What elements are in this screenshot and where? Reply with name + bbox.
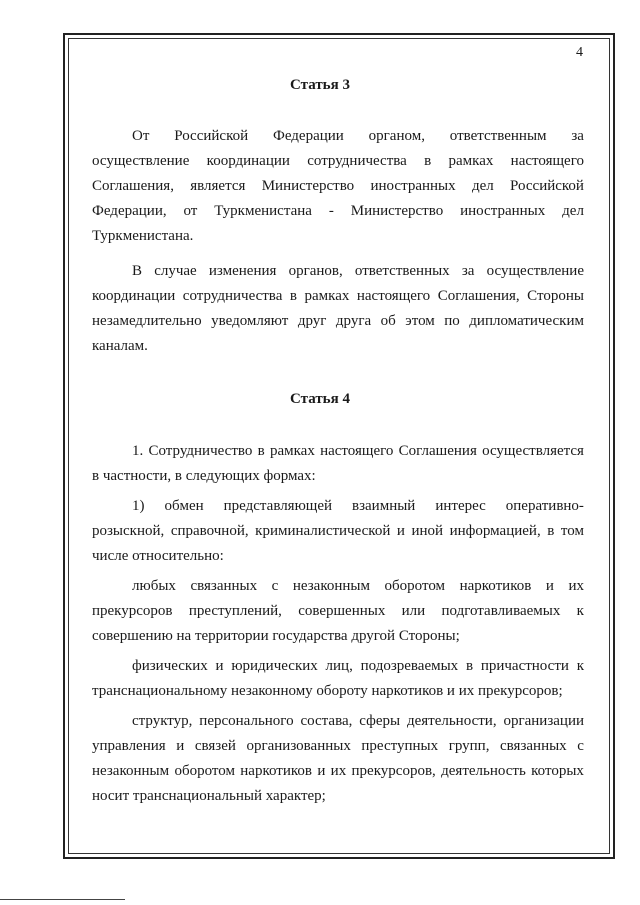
word: об: [380, 313, 396, 329]
word: преступных: [361, 738, 439, 754]
word: в: [257, 443, 265, 459]
word: и: [317, 763, 326, 779]
word: и: [396, 523, 405, 539]
word: осуществляется: [482, 443, 584, 459]
word: юридических: [231, 658, 318, 674]
text-line: [92, 152, 584, 170]
word: Российской: [510, 178, 584, 194]
word: связанных: [500, 738, 567, 754]
word: координации: [92, 288, 176, 304]
word: незамедлительно: [92, 313, 202, 329]
text-line: транснациональному незаконному обороту наркотиков и их прекурсоров;: [92, 683, 563, 699]
word: или: [401, 603, 426, 619]
word: Российской: [174, 128, 249, 144]
word: в: [424, 153, 432, 169]
scan-edge-line: [0, 899, 125, 900]
word: по: [444, 313, 460, 329]
word: к: [576, 603, 584, 619]
word: подозреваемых: [360, 658, 459, 674]
word: иностранных: [460, 203, 546, 219]
word: розыскной,: [92, 523, 165, 539]
word: координации: [206, 153, 290, 169]
word: Федерации: [272, 128, 344, 144]
word: От: [132, 128, 150, 144]
text-line: [92, 202, 584, 220]
word: наркотиков: [459, 578, 532, 594]
word: Министерство: [261, 178, 355, 194]
text-line: [132, 577, 584, 595]
word: друг: [297, 313, 327, 329]
word: Министерство: [350, 203, 444, 219]
word: связанных: [190, 578, 258, 594]
text-line: [92, 737, 584, 755]
word: является: [190, 178, 246, 194]
word: групп,: [448, 738, 490, 754]
word: справочной,: [170, 523, 249, 539]
word: любых: [132, 578, 176, 594]
word: интерес: [435, 498, 486, 514]
word: за: [461, 263, 475, 279]
word: дел: [471, 178, 494, 194]
word: изменения: [208, 263, 277, 279]
word: незаконным: [92, 763, 170, 779]
word: с: [577, 738, 584, 754]
text-line: [132, 127, 584, 145]
text-line: [132, 262, 584, 280]
word: физических: [132, 658, 208, 674]
word: иной: [411, 523, 444, 539]
word: рамках: [448, 153, 494, 169]
word: ответственных: [354, 263, 450, 279]
word: представляющей: [223, 498, 333, 514]
word: которых: [531, 763, 584, 779]
word: прекурсоров: [92, 603, 173, 619]
word: состава,: [300, 713, 353, 729]
text-line: [92, 287, 584, 305]
word: том: [560, 523, 584, 539]
text-line: числе относительно:: [92, 548, 224, 564]
word: рамках: [269, 443, 315, 459]
word: в: [289, 288, 297, 304]
text-line: в частности, в следующих формах:: [92, 468, 316, 484]
word: сотрудничества: [307, 153, 407, 169]
word: В: [132, 263, 143, 279]
word: и: [176, 738, 185, 754]
word: управления: [92, 738, 166, 754]
word: информацией,: [449, 523, 541, 539]
word: органом,: [368, 128, 425, 144]
word: Туркменистана: [214, 203, 312, 219]
text-line: совершению на территории государства другой Стороны;: [92, 628, 460, 644]
word: настоящего: [510, 153, 584, 169]
word: ответственным: [449, 128, 547, 144]
word: причастности: [480, 658, 569, 674]
word: осуществление: [486, 263, 584, 279]
word: 1.: [132, 443, 144, 459]
word: в: [465, 658, 474, 674]
word: Соглашения,: [92, 178, 174, 194]
word: оборотом: [174, 763, 235, 779]
word: за: [571, 128, 584, 144]
text-line: [132, 442, 584, 460]
word: Федерации,: [92, 203, 167, 219]
word: к: [576, 658, 584, 674]
word: взаимный: [352, 498, 416, 514]
text-line: [92, 602, 584, 620]
word: их: [568, 578, 584, 594]
word: структур,: [132, 713, 193, 729]
article-3-heading: Статья 3: [290, 77, 350, 93]
text-line: [92, 522, 584, 540]
word: Соглашения,: [437, 288, 520, 304]
word: подготавливаемых: [441, 603, 561, 619]
text-line: каналам.: [92, 338, 148, 354]
word: иностранных: [370, 178, 456, 194]
word: организованных: [246, 738, 351, 754]
word: преступлений,: [188, 603, 282, 619]
text-line: [92, 312, 584, 330]
word: связей: [194, 738, 236, 754]
word: оборотом: [384, 578, 446, 594]
word: наркотиков: [240, 763, 312, 779]
word: их: [330, 763, 347, 779]
text-line: [132, 497, 584, 515]
word: рамках: [304, 288, 350, 304]
word: 1): [132, 498, 145, 514]
text-line: [92, 177, 584, 195]
word: организации: [503, 713, 584, 729]
word: настоящего: [320, 443, 394, 459]
word: лиц,: [325, 658, 353, 674]
word: дипломатическим: [469, 313, 584, 329]
word: уведомляют: [211, 313, 289, 329]
word: -: [328, 203, 334, 219]
text-line: [132, 657, 584, 675]
word: криминалистической: [255, 523, 391, 539]
word: сферы: [359, 713, 401, 729]
text-line: [132, 712, 584, 730]
word: обмен: [164, 498, 204, 514]
page-number: 4: [576, 45, 583, 60]
text-line: носит транснациональный характер;: [92, 788, 326, 804]
word: персонального: [199, 713, 294, 729]
word: в: [547, 523, 555, 539]
word: настоящего: [356, 288, 431, 304]
word: случае: [154, 263, 197, 279]
word: дел: [562, 203, 584, 219]
word: Сотрудничество: [148, 443, 253, 459]
word: прекурсоров,: [351, 763, 436, 779]
word: Стороны: [527, 288, 584, 304]
word: деятельности,: [406, 713, 497, 729]
word: с: [271, 578, 279, 594]
word: и: [545, 578, 554, 594]
article-4-heading: Статья 4: [290, 391, 350, 407]
word: от: [183, 203, 198, 219]
word: оперативно-: [505, 498, 584, 514]
word: органов,: [288, 263, 343, 279]
word: совершенных: [298, 603, 386, 619]
word: и: [215, 658, 224, 674]
word: друга: [335, 313, 372, 329]
word: сотрудничества: [182, 288, 283, 304]
word: Соглашения: [398, 443, 477, 459]
word: этом: [405, 313, 435, 329]
text-line: [92, 762, 584, 780]
text-line: Туркменистана.: [92, 228, 194, 244]
word: осуществление: [92, 153, 190, 169]
word: деятельность: [441, 763, 526, 779]
word: незаконным: [292, 578, 370, 594]
